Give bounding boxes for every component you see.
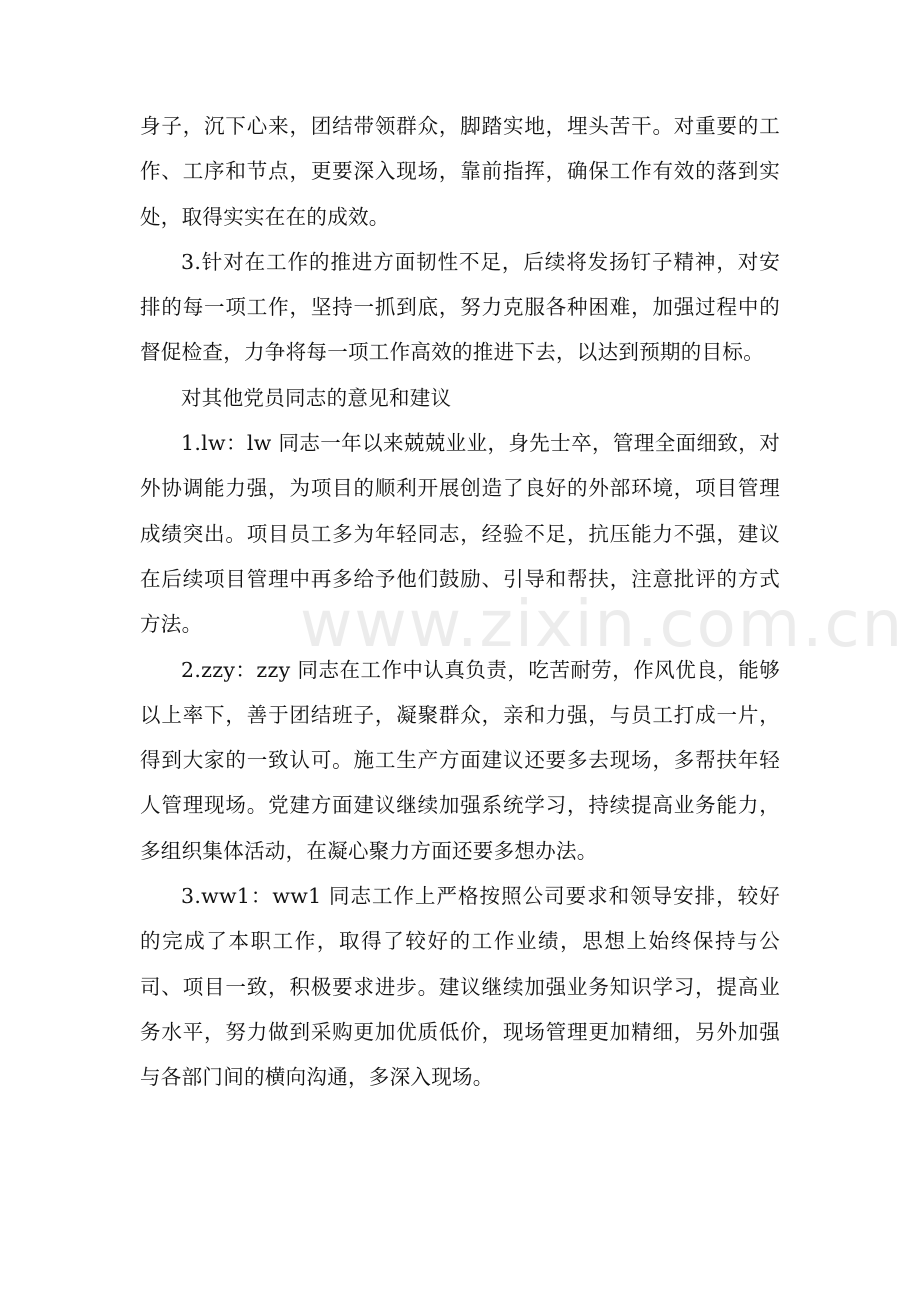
paragraph-item-3-ww1: 3.ww1：ww1 同志工作上严格按照公司要求和领导安排，较好的完成了本职工作，取得了较好的工作业绩，思想上始终保持与公司、项目一致，积极要求进步。建议继续加强业务知识学习，提高业务水平，努力做到采购更加优质低价，现场管理更加精细，另外加强与各部门间的横向沟通，多深入现场。 <box>140 884 780 1090</box>
watermark: www.zixin.com.cn <box>300 588 905 662</box>
paragraph-item-3-persistence: 3.针对在工作的推进方面韧性不足，后续将发扬钉子精神，对安排的每一项工作，坚持一抓到底，努力克服各种困难，加强过程中的督促检查，力争将每一项工作高效的推进下去，以达到预期的目标。 <box>140 249 780 365</box>
section-heading-suggestions: 对其他党员同志的意见和建议 <box>181 385 452 410</box>
document-body <box>140 104 780 1101</box>
paragraph-item-1-lw: 1.lw：lw 同志一年以来兢兢业业，身先士卒，管理全面细致，对外协调能力强，为项目的顺利开展创造了良好的外部环境，项目管理成绩突出。项目员工多为年轻同志，经验不足，抗压能力不强，建议在后续项目管理中再多给予他们鼓励、引导和帮扶，注意批评的方式方法。 <box>140 431 780 637</box>
paragraph-item-2-zzy: 2.zzy：zzy 同志在工作中认真负责，吃苦耐劳，作风优良，能够以上率下，善于团结班子，凝聚群众，亲和力强，与员工打成一片，得到大家的一致认可。施工生产方面建议还要多去现场，多帮扶年轻人管理现场。党建方面建议继续加强系统学习，持续提高业务能力，多组织集体活动，在凝心聚力方面还要多想办法。 <box>140 657 780 863</box>
paragraph-continuation: 身子，沉下心来，团结带领群众，脚踏实地，埋头苦干。对重要的工作、工序和节点，更要深入现场，靠前指挥，确保工作有效的落到实处，取得实实在在的成效。 <box>140 114 780 229</box>
